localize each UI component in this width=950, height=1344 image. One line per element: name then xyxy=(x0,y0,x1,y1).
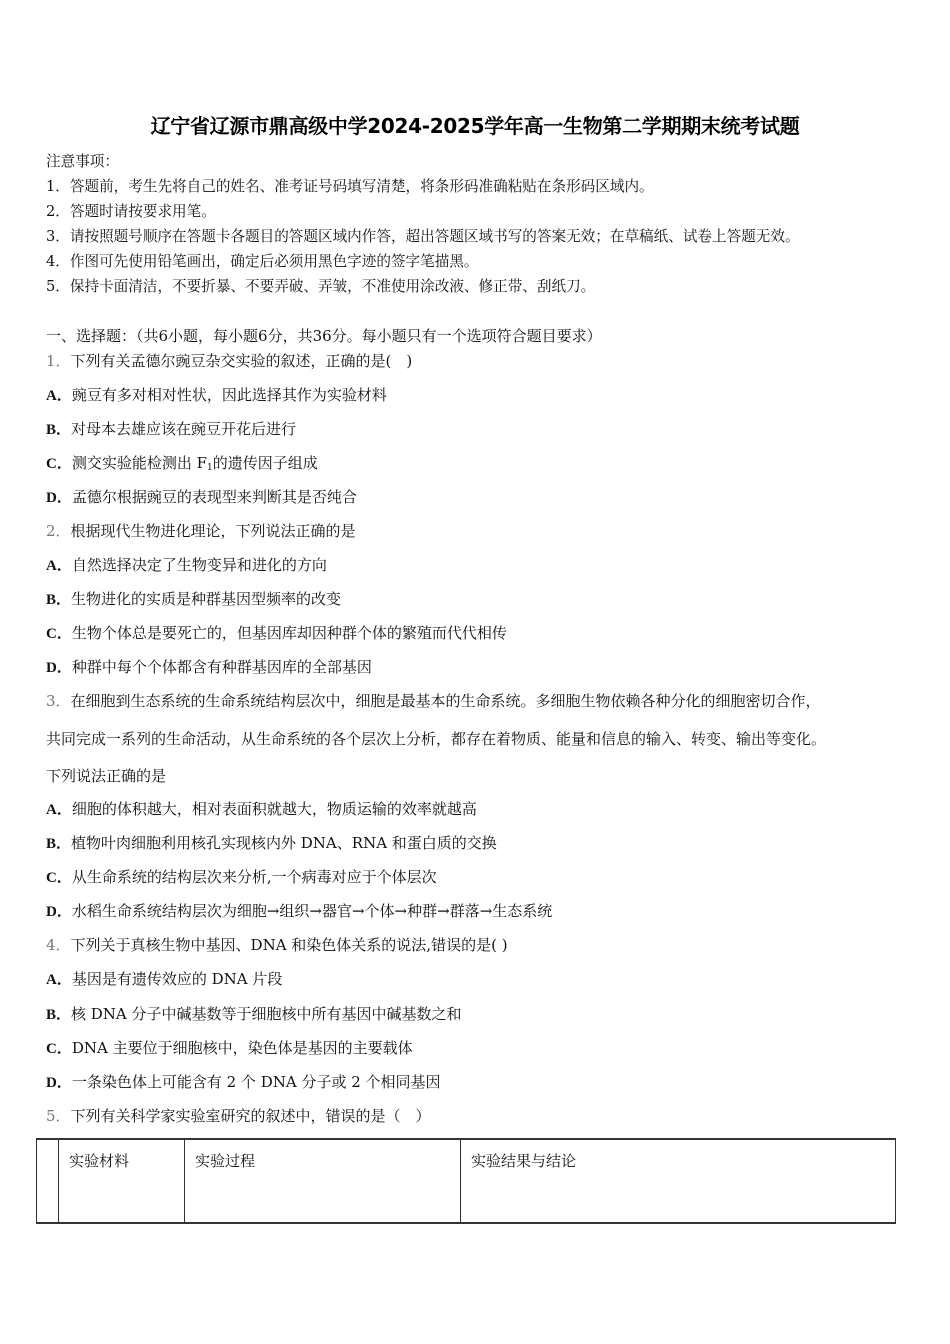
notice-item-4: 4．作图可先使用铅笔画出，确定后必须用黑色字迹的签字笔描黑。 xyxy=(46,253,479,270)
option-text: 自然选择决定了生物变异和进化的方向 xyxy=(71,556,327,574)
question-stem: 下列有关孟德尔豌豆杂交实验的叙述，正确的是( ) xyxy=(70,352,413,370)
question-number: 2． xyxy=(46,522,71,540)
notice-item-5: 5．保持卡面清洁，不要折暴、不要弄破、弄皱，不准使用涂改液、修正带、刮纸刀。 xyxy=(46,278,596,295)
question-1 xyxy=(46,351,412,371)
question-3-stem-line3: 下列说法正确的是 xyxy=(46,767,167,785)
option-text: 的遗传因子组成 xyxy=(212,454,318,472)
exam-title: 辽宁省辽源市鼎高级中学2024-2025学年高一生物第二学期期末统考试题 xyxy=(150,114,800,138)
question-number: 5． xyxy=(46,1107,71,1125)
option-1a[interactable] xyxy=(46,385,387,406)
option-text: 生物进化的实质是种群基因型频率的改变 xyxy=(71,590,342,608)
option-3d[interactable] xyxy=(46,901,552,922)
option-3b[interactable] xyxy=(46,833,497,854)
option-letter: B． xyxy=(46,836,72,852)
question-number: 1． xyxy=(46,352,71,370)
option-text: 对母本去雄应该在豌豆开花后进行 xyxy=(71,420,297,438)
option-2b[interactable] xyxy=(46,589,341,610)
option-letter: C． xyxy=(46,626,72,642)
question-stem: 下列关于真核生物中基因、DNA 和染色体关系的说法,错误的是( ) xyxy=(70,936,508,954)
option-2a[interactable] xyxy=(46,555,327,576)
question-5 xyxy=(46,1106,431,1126)
option-1b[interactable] xyxy=(46,419,296,440)
option-letter: B． xyxy=(46,592,72,608)
notice-item-2: 2．答题时请按要求用笔。 xyxy=(46,203,216,220)
option-1c[interactable] xyxy=(46,453,318,478)
option-3a[interactable] xyxy=(46,799,477,820)
question-3 xyxy=(46,691,821,711)
option-text: 核 DNA 分子中碱基数等于细胞核中所有基因中碱基数之和 xyxy=(71,1005,462,1023)
table-header-row xyxy=(37,1139,896,1223)
experiment-table xyxy=(36,1138,896,1224)
option-letter: D． xyxy=(46,660,72,676)
option-text: 豌豆有多对相对性状，因此选择其作为实验材料 xyxy=(71,386,387,404)
notice-heading: 注意事项： xyxy=(46,153,119,170)
option-text: 植物叶肉细胞利用核孔实现核内外 DNA、RNA 和蛋白质的交换 xyxy=(71,834,497,852)
option-letter: B． xyxy=(46,1007,72,1023)
option-1d[interactable] xyxy=(46,487,357,508)
option-text: DNA 主要位于细胞核中，染色体是基因的主要载体 xyxy=(71,1039,413,1057)
option-letter: D． xyxy=(46,904,72,920)
option-text: 孟德尔根据豌豆的表现型来判断其是否纯合 xyxy=(71,488,357,506)
notice-item-1: 1．答题前，考生先将自己的姓名、准考证号码填写清楚，将条形码准确粘贴在条形码区域内。 xyxy=(46,178,654,195)
table-header-process: 实验过程 xyxy=(185,1139,461,1223)
option-4d[interactable] xyxy=(46,1072,441,1093)
question-stem: 在细胞到生态系统的生命系统结构层次中，细胞是最基本的生命系统。多细胞生物依赖各种分化的细胞密切合作， xyxy=(70,692,821,710)
option-3c[interactable] xyxy=(46,867,437,888)
option-letter: C． xyxy=(46,1041,72,1057)
table-header-material: 实验材料 xyxy=(59,1139,185,1223)
option-letter: A． xyxy=(46,388,72,404)
notice-item-3: 3．请按照题号顺序在答题卡各题目的答题区域内作答，超出答题区域书写的答案无效；在草稿纸、试卷上答题无效。 xyxy=(46,228,800,245)
option-letter: A． xyxy=(46,802,72,818)
question-number: 4． xyxy=(46,936,71,954)
question-number: 3． xyxy=(46,692,71,710)
question-2 xyxy=(46,521,356,541)
question-4 xyxy=(46,935,508,955)
option-text: 细胞的体积越大，相对表面积就越大，物质运输的效率就越高 xyxy=(71,800,477,818)
question-3-stem-line2: 共同完成一系列的生命活动，从生命系统的各个层次上分析，都存在着物质、能量和信息的输入、转变、输出等变化。 xyxy=(46,730,827,748)
subscript: 1 xyxy=(207,463,213,473)
option-text: 生物个体总是要死亡的，但基因库却因种群个体的繁殖而代代相传 xyxy=(71,624,507,642)
section-heading: 一、选择题：（共6小题，每小题6分，共36分。每小题只有一个选项符合题目要求） xyxy=(46,327,602,345)
option-letter: D． xyxy=(46,1075,72,1091)
option-text: 种群中每个个体都含有种群基因库的全部基因 xyxy=(71,658,372,676)
option-letter: C． xyxy=(46,870,72,886)
option-4b[interactable] xyxy=(46,1004,462,1025)
option-text: 水稻生命系统结构层次为细胞→组织→器官→个体→种群→群落→生态系统 xyxy=(71,902,553,920)
option-2d[interactable] xyxy=(46,657,372,678)
option-4a[interactable] xyxy=(46,969,282,990)
option-text: 测交实验能检测出 F xyxy=(71,454,208,472)
table-cell-index xyxy=(37,1139,59,1223)
question-stem: 根据现代生物进化理论，下列说法正确的是 xyxy=(70,522,356,540)
option-2c[interactable] xyxy=(46,623,507,644)
question-stem: 下列有关科学家实验室研究的叙述中，错误的是（ ） xyxy=(70,1107,431,1125)
option-letter: A． xyxy=(46,558,72,574)
option-text: 基因是有遗传效应的 DNA 片段 xyxy=(71,970,283,988)
option-letter: C． xyxy=(46,456,72,472)
option-letter: A． xyxy=(46,972,72,988)
option-4c[interactable] xyxy=(46,1038,413,1059)
option-text: 从生命系统的结构层次来分析,一个病毒对应于个体层次 xyxy=(71,868,437,886)
table-header-result: 实验结果与结论 xyxy=(461,1139,896,1223)
option-letter: D． xyxy=(46,490,72,506)
option-letter: B． xyxy=(46,422,72,438)
option-text: 一条染色体上可能含有 2 个 DNA 分子或 2 个相同基因 xyxy=(71,1073,441,1091)
